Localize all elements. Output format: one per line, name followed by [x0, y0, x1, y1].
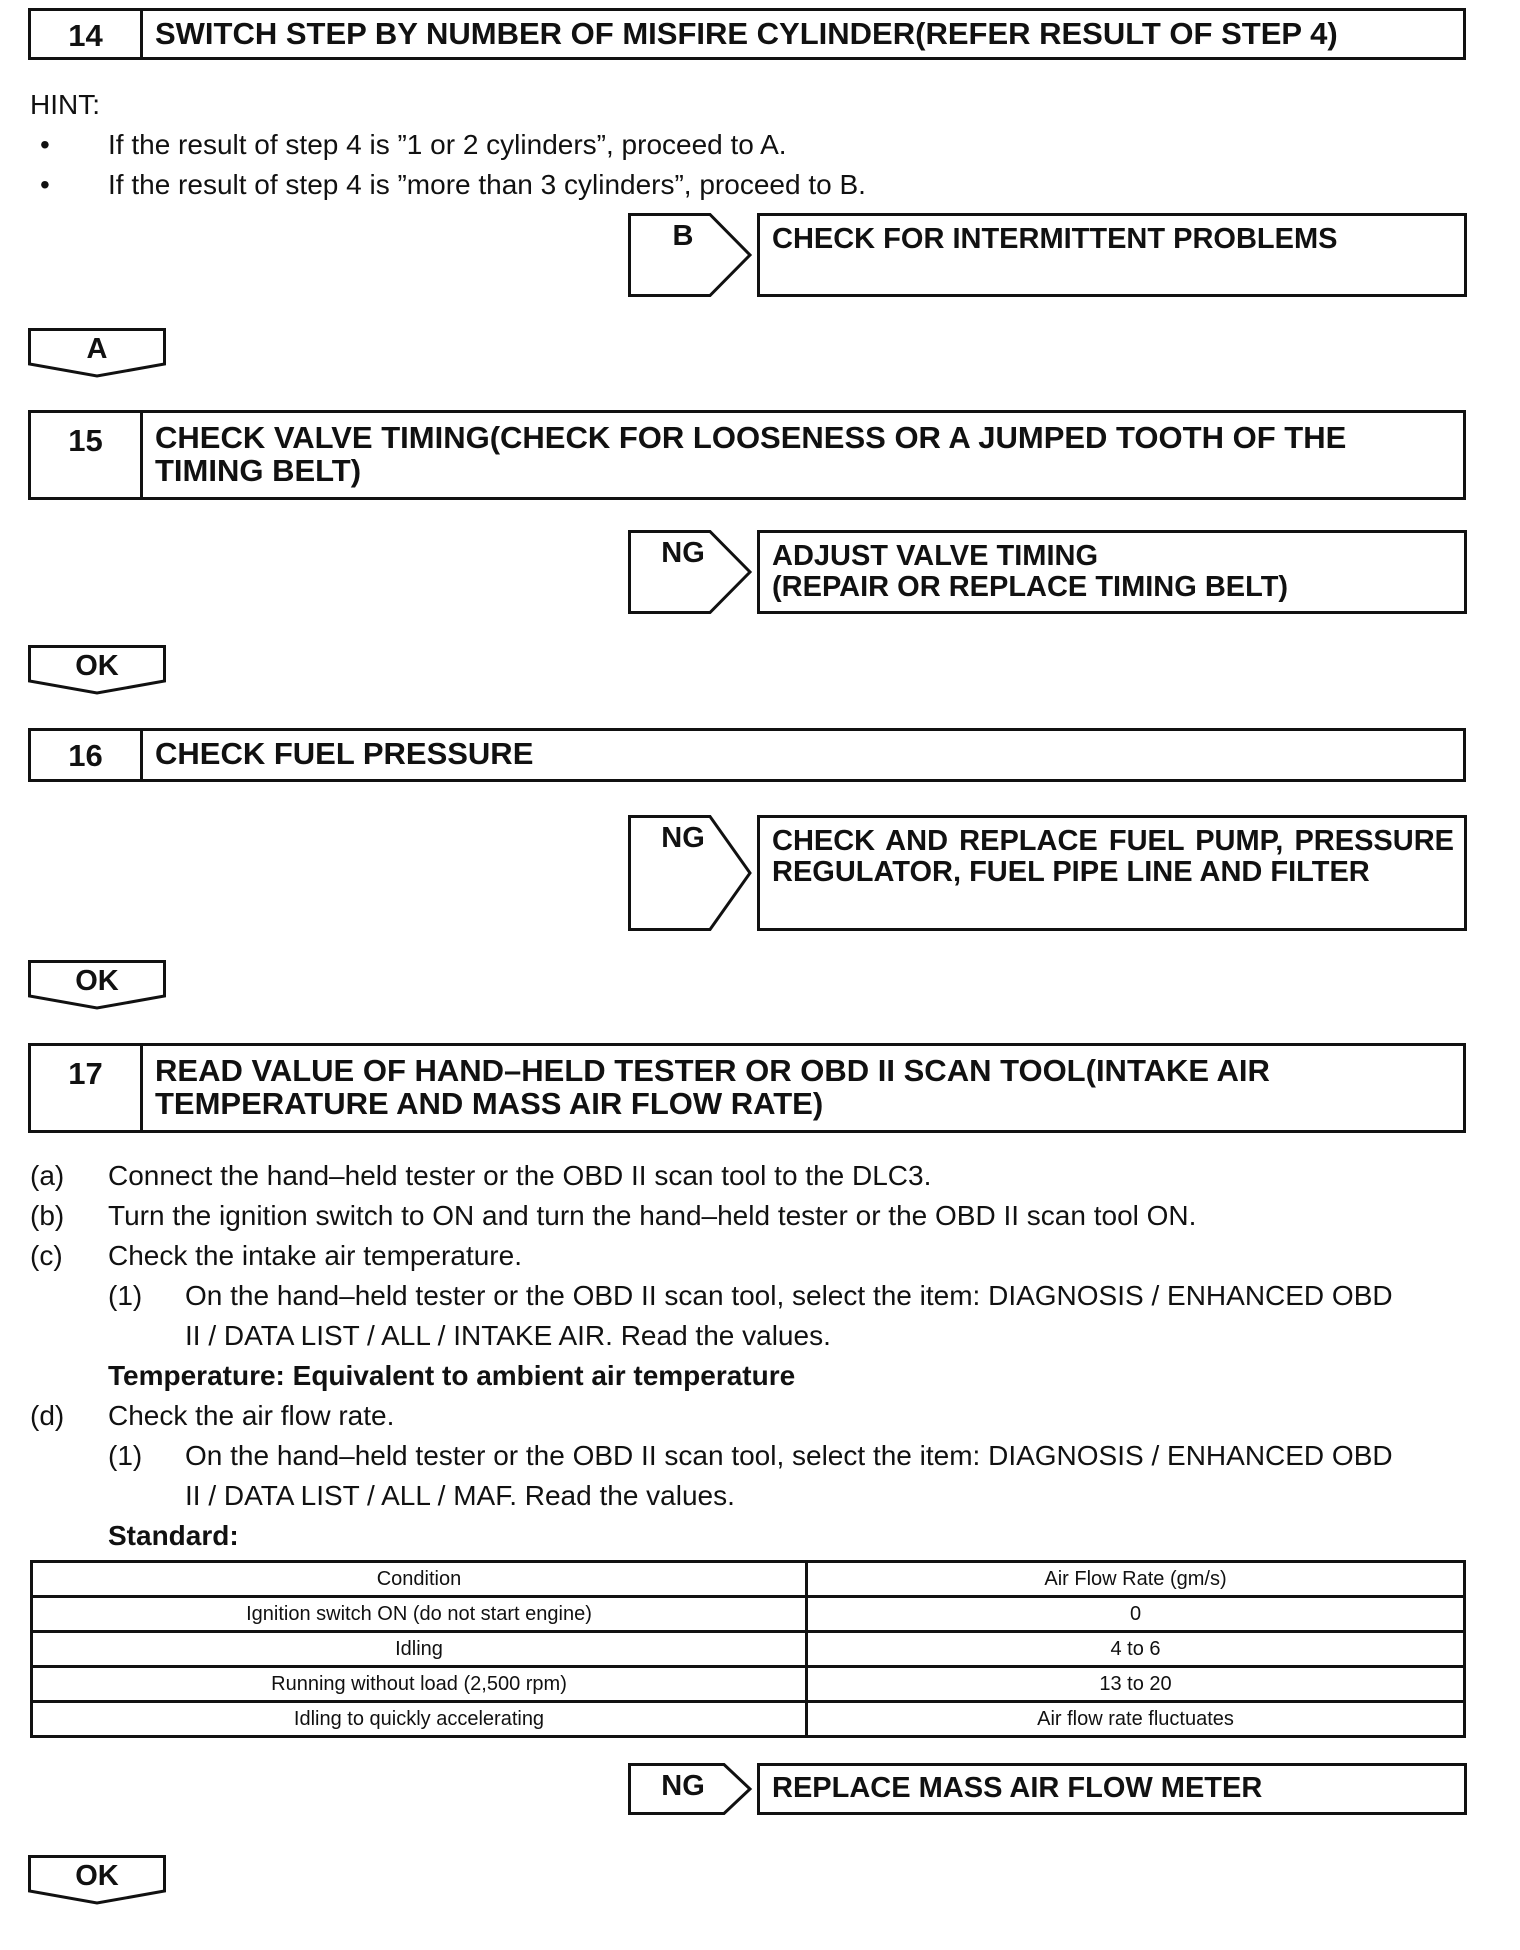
flow-tag-label: OK — [75, 650, 119, 682]
table-cell: 0 — [807, 1597, 1465, 1632]
step-number: 17 — [31, 1046, 143, 1130]
flow-tag-label: OK — [75, 965, 119, 997]
step-title: READ VALUE OF HAND–HELD TESTER OR OBD II SCAN TOOL(INTAKE AIR TEMPERATURE AND MASS AIR FLOW RATE) — [155, 1053, 1270, 1121]
result-line: ADJUST VALVE TIMING — [772, 540, 1098, 572]
branch-label: B — [672, 220, 694, 252]
branch-result-box: CHECK FOR INTERMITTENT PROBLEMS — [757, 213, 1467, 297]
branch-result-box: CHECK AND REPLACE FUEL PUMP, PRESSURE REGULATOR, FUEL PIPE LINE AND FILTER — [757, 815, 1467, 931]
table-row — [32, 1632, 1465, 1667]
bullet-icon: • — [40, 169, 50, 200]
step-number: 14 — [31, 11, 143, 57]
branch-label: NG — [661, 822, 705, 854]
table-row — [32, 1597, 1465, 1632]
item-label: (d) — [30, 1400, 65, 1431]
branch-result-box: REPLACE MASS AIR FLOW METER — [757, 1763, 1467, 1815]
flow-tag-ok — [28, 960, 166, 1010]
item-label: (c) — [30, 1240, 63, 1271]
branch-arrow-b — [628, 213, 754, 297]
branch-label: NG — [661, 1770, 705, 1802]
flow-tag-label: A — [86, 333, 108, 365]
branch-label: NG — [661, 537, 705, 569]
branch-arrow-ng — [628, 530, 754, 614]
flow-tag-label: OK — [75, 1860, 119, 1892]
item-label: (a) — [30, 1160, 65, 1191]
step-14-header — [28, 8, 1466, 60]
bullet-icon: • — [40, 129, 50, 160]
item-label: (b) — [30, 1200, 65, 1231]
table-cell: Idling — [32, 1632, 807, 1667]
step-16-header — [28, 728, 1466, 782]
step-number: 15 — [31, 413, 143, 497]
temperature-spec: Temperature: Equivalent to ambient air temperature — [108, 1360, 796, 1391]
branch-arrow-ng — [628, 815, 754, 931]
standard-table — [30, 1560, 1466, 1738]
flow-tag-ok — [28, 645, 166, 695]
table-header-row — [32, 1562, 1465, 1597]
flow-tag-ok — [28, 1855, 166, 1905]
table-cell: 4 to 6 — [807, 1632, 1465, 1667]
table-cell: Ignition switch ON (do not start engine) — [32, 1597, 807, 1632]
step-number: 16 — [31, 731, 143, 779]
item-text: Turn the ignition switch to ON and turn the hand–held tester or the OBD II scan tool ON. — [108, 1200, 1197, 1231]
table-row — [32, 1667, 1465, 1702]
table-row — [32, 1702, 1465, 1737]
hint-item: If the result of step 4 is ”more than 3 cylinders”, proceed to B. — [108, 169, 866, 200]
result-line: (REPAIR OR REPLACE TIMING BELT) — [772, 571, 1289, 603]
step-15-header — [28, 410, 1466, 500]
subitem-text: On the hand–held tester or the OBD II scan tool, select the item: DIAGNOSIS / ENHANCED OBD — [185, 1280, 1393, 1311]
hint-item: If the result of step 4 is ”1 or 2 cylinders”, proceed to A. — [108, 129, 787, 160]
table-header: Air Flow Rate (gm/s) — [807, 1562, 1465, 1597]
subitem-label: (1) — [108, 1280, 143, 1311]
item-text: Check the intake air temperature. — [108, 1240, 522, 1271]
flow-tag-a — [28, 328, 166, 378]
step-title: CHECK FUEL PRESSURE — [155, 736, 534, 771]
table-cell: Air flow rate fluctuates — [807, 1702, 1465, 1737]
subitem-text: II / DATA LIST / ALL / INTAKE AIR. Read the values. — [185, 1320, 831, 1351]
subitem-text: On the hand–held tester or the OBD II scan tool, select the item: DIAGNOSIS / ENHANCED OBD — [185, 1440, 1393, 1471]
subitem-label: (1) — [108, 1440, 143, 1471]
step-title: CHECK VALVE TIMING(CHECK FOR LOOSENESS OR A JUMPED TOOTH OF THE TIMING BELT) — [155, 420, 1347, 488]
table-cell: 13 to 20 — [807, 1667, 1465, 1702]
branch-result-box — [757, 530, 1467, 614]
table-cell: Running without load (2,500 rpm) — [32, 1667, 807, 1702]
table-cell: Idling to quickly accelerating — [32, 1702, 807, 1737]
table-header: Condition — [32, 1562, 807, 1597]
hint-label: HINT: — [30, 89, 100, 120]
standard-label: Standard: — [108, 1520, 239, 1551]
step-17-header — [28, 1043, 1466, 1133]
item-text: Connect the hand–held tester or the OBD II scan tool to the DLC3. — [108, 1160, 932, 1191]
subitem-text: II / DATA LIST / ALL / MAF. Read the values. — [185, 1480, 735, 1511]
item-text: Check the air flow rate. — [108, 1400, 395, 1431]
branch-arrow-ng — [628, 1763, 754, 1815]
step-title: SWITCH STEP BY NUMBER OF MISFIRE CYLINDER(REFER RESULT OF STEP 4) — [155, 16, 1338, 51]
